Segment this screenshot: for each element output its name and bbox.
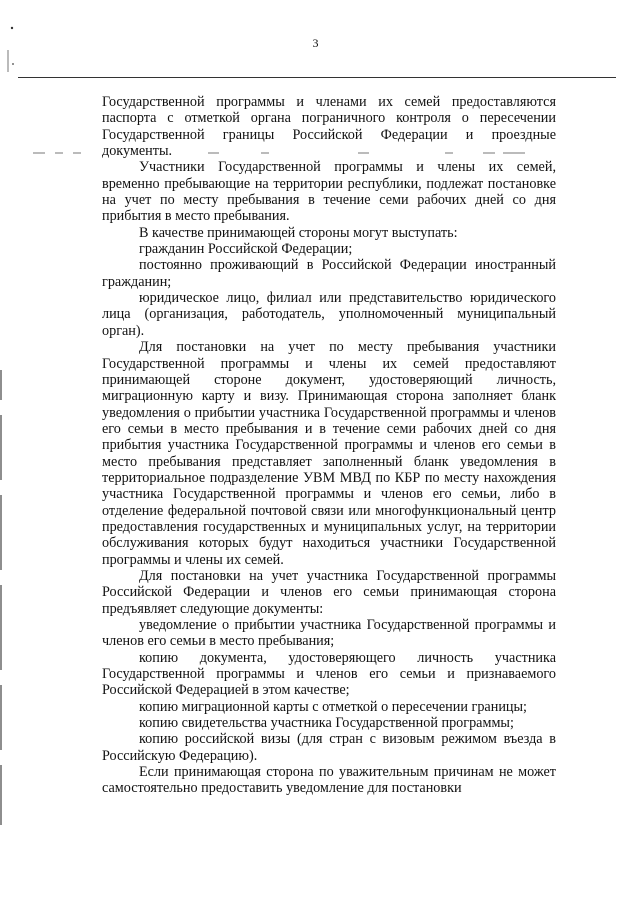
paragraph: копию документа, удостоверяющего личность участника Государственной программы и членов его семьи и признаваемого Российской Федерацией в этом качестве; <box>102 649 556 699</box>
paragraph: Для постановки на учет по месту пребывания участники Государственной программы и члены их семей предоставляют принимающей стороне документ, удостоверяющий личность, миграционную карту и визу. Принимающая сторона заполняет бланк уведомления о прибытии участника Государственной программы и членов его семьи в место пребывания и в течение семи рабочих дней со дня прибытия участника Государственной программы и членов его семьи в место пребывания представляет заполненный бланк уведомления в территориальное подразделение УВМ МВД по КБР по месту нахождения участника Государственной программы и членов его семьи, либо в отделение федеральной почтовой связи или многофункциональный центр предоставления государственных и муниципальных услуг, на территории обслуживания которых будут находиться участники Государственной программы и члены их семей. <box>102 339 556 568</box>
paragraph: уведомление о прибытии участника Государственной программы и членов его семьи в место пребывания; <box>102 617 556 650</box>
page-number: 3 <box>312 36 319 50</box>
header-rule <box>18 77 616 78</box>
paragraph: гражданин Российской Федерации; <box>139 241 353 258</box>
paragraph: Участники Государственной программы и члены их семей, временно пребывающие на территории республики, подлежат постановке на учет по месту пребывания в течение семи рабочих дней со дня прибытия в место пребывания. <box>102 159 556 225</box>
paragraph: копию миграционной карты с отметкой о пересечении границы; <box>139 698 527 715</box>
paragraph: постоянно проживающий в Российской Федерации иностранный гражданин; <box>102 257 556 290</box>
scan-edge-artifact <box>0 370 4 830</box>
scan-margin-marks <box>6 20 26 80</box>
paragraph: Для постановки на учет участника Государственной программы Российской Федерации и членов его семьи принимающая сторона предъявляет следующие документы: <box>102 567 556 617</box>
paragraph: В качестве принимающей стороны могут выступать: <box>139 224 458 241</box>
document-body <box>102 94 556 797</box>
paragraph: копию российской визы (для стран с визовым режимом въезда в Российскую Федерацию). <box>102 731 556 764</box>
paragraph: Если принимающая сторона по уважительным причинам не может самостоятельно предоставить уведомление для постановки <box>102 764 556 797</box>
paragraph: Государственной программы и членами их семей предоставляются паспорта с отметкой органа пограничного контроля о пересечении Государственной границы Российской Федерации и проездные документы. <box>102 94 556 160</box>
paragraph: юридическое лицо, филиал или представительство юридического лица (организация, работодатель, уполномоченный муниципальный орган). <box>102 290 556 339</box>
paragraph: копию свидетельства участника Государственной программы; <box>139 715 514 732</box>
